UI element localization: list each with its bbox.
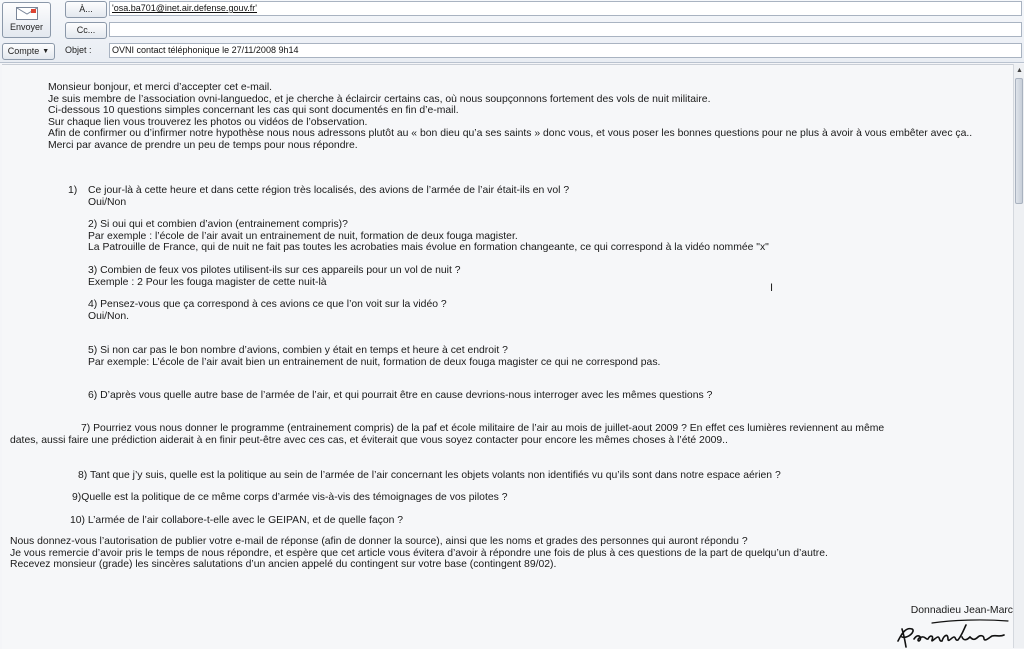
to-field-value: 'osa.ba701@inet.air.defense.gouv.fr' (112, 3, 258, 13)
closing-paragraph (10, 536, 1000, 571)
question-line: Par exemple : l’école de l’air avait un entrainement de nuit, formation de deux fouga magister. (88, 230, 518, 242)
question-9: 9)Quelle est la politique de ce même corps d’armée vis-à-vis des témoignages de vos pilotes ? (72, 492, 508, 503)
intro-line: Merci par avance de prendre un peu de temps pour nous répondre. (48, 139, 358, 151)
chevron-down-icon: ▼ (42, 48, 50, 55)
send-button-label: Envoyer (9, 22, 44, 32)
question-1 (88, 185, 1003, 208)
subject-field-value: OVNI contact téléphonique le 27/11/2008 9h14 (112, 45, 299, 55)
question-7 (10, 423, 1000, 446)
message-body[interactable] (2, 64, 1013, 649)
question-line: 2) Si oui qui et combien d’avion (entrainement compris)? (88, 219, 348, 230)
question-10: 10) L’armée de l’air collabore-t-elle avec le GEIPAN, et de quelle façon ? (70, 515, 404, 526)
envelope-icon (16, 7, 38, 20)
to-button[interactable] (65, 1, 107, 18)
question-line: 3) Combien de feux vos pilotes utilisent-ils sur ces appareils pour un vol de nuit ? (88, 265, 461, 276)
question-6: 6) D’après vous quelle autre base de l’armée de l’air, et qui pourrait être en cause devrions-nous interroger avec les mêmes questions ? (88, 390, 713, 401)
closing-line: Recevez monsieur (grade) les sincères salutations d’un ancien appelé du contingent sur votre base (contingent 89/02). (10, 559, 557, 571)
intro-paragraph (48, 82, 998, 152)
intro-line: Afin de confirmer ou d’infirmer notre hypothèse nous nous adressons plutôt au « bon dieu qu’a ses saints » donc vous, et vous poser les bonnes questions pour ne plus à avoir à vous embêter avec ça.. (48, 128, 973, 140)
account-button[interactable] (2, 43, 55, 60)
intro-line: Je suis membre de l’association ovni-languedoc, et je cherche à éclaircir certains cas, où nous soupçonnons fortement des vols de nuit militaire. (48, 93, 711, 105)
question-5 (88, 345, 1003, 368)
intro-line: Sur chaque lien vous trouverez les photos ou vidéos de l’observation. (48, 116, 368, 128)
subject-label: Objet : (65, 45, 92, 55)
cc-field[interactable] (109, 22, 1022, 37)
to-field[interactable] (109, 1, 1022, 16)
cc-button-label: Cc... (76, 25, 96, 35)
question-line: 5) Si non car pas le bon nombre d’avions, combien y était en temps et heure à cet endroit ? (88, 345, 508, 356)
question-line: 4) Pensez-vous que ça correspond à ces avions ce que l’on voit sur la vidéo ? (88, 299, 447, 310)
question-2 (88, 219, 1003, 254)
closing-line: Je vous remercie d’avoir pris le temps de nous répondre, et espère que cet article vous évitera d’avoir à répondre une fois de plus à ces questions de la part de quelqu’un d’autre. (10, 547, 828, 559)
question-line: Ce jour-là à cette heure et dans cette région très localisés, des avions de l’armée de l’air était-ils en vol ? (88, 185, 570, 196)
question-3 (88, 265, 1003, 288)
intro-line: Ci-dessous 10 questions simples concernant les cas qui sont documentés en fin d’e-mail. (48, 105, 459, 117)
text-cursor-icon: I (770, 282, 774, 294)
subject-field[interactable] (109, 43, 1022, 58)
handwritten-signature (892, 615, 1012, 649)
question-4 (88, 299, 1003, 322)
question-line: Oui/Non (88, 196, 127, 208)
send-button[interactable] (2, 2, 51, 38)
question-line: dates, aussi faire une prédiction aiderait à en finir peut-être avec ces cas, et éviterait que vous soyez contacter pour encore les mêmes choses à l’été 2009.. (10, 434, 728, 446)
question-line: Exemple : 2 Pour les fouga magister de cette nuit-là (88, 276, 327, 288)
scroll-thumb[interactable] (1015, 78, 1023, 204)
signature-name: Donnadieu Jean-Marc (910, 605, 1013, 616)
question-line: Oui/Non. (88, 310, 130, 322)
account-button-label: Compte (7, 46, 40, 56)
question-line: La Patrouille de France, qui de nuit ne fait pas toutes les acrobaties mais évolue en formation changeante, ce qui correspond à la vidéo nommée "x" (88, 242, 769, 254)
question-line: Par exemple: L’école de l’air avait bien un entrainement de nuit, formation de deux fouga magister ce qui ne correspond pas. (88, 356, 661, 368)
intro-line: Monsieur bonjour, et merci d’accepter cet e-mail. (48, 82, 273, 93)
closing-line: Nous donnez-vous l’autorisation de publier votre e-mail de réponse (afin de donner la source), ainsi que les noms et grades des personnes qui auront répondu ? (10, 536, 748, 547)
question-8: 8) Tant que j’y suis, quelle est la politique au sein de l’armée de l’air concernant les objets volants non identifiés vu qu’ils sont dans notre espace aérien ? (78, 470, 781, 481)
compose-header (0, 0, 1024, 63)
to-button-label: À... (79, 4, 93, 14)
vertical-scrollbar[interactable] (1013, 64, 1024, 648)
question-line: 7) Pourriez vous nous donner le programme (entrainement compris) de la paf et école militaire de l’air au mois de juillet-aout 2009 ? En effet ces lumières reviennent au même (81, 423, 885, 434)
scroll-up-arrow-icon[interactable]: ▲ (1016, 67, 1023, 74)
question-1-number: 1) (68, 185, 78, 196)
cc-button[interactable] (65, 22, 107, 39)
